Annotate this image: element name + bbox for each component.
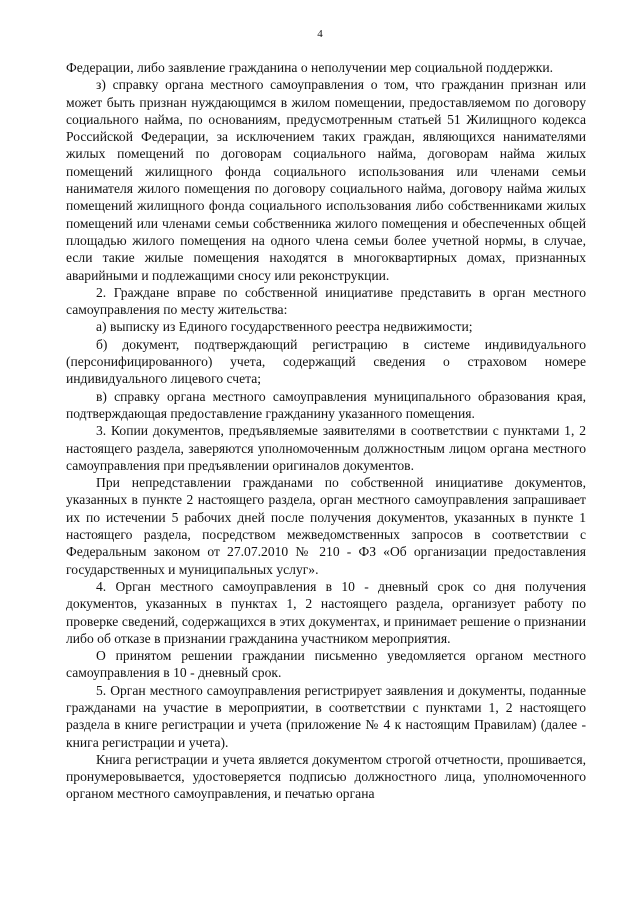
paragraph-item-z: з) справку органа местного самоуправления о том, что гражданин признан или может быть признан нуждающимся в жилом помещении, предоставляемом по договору социального найма, по основаниям, предусмотренным статьей 51 Жилищного кодекса Российской Федерации, за исключением таких граждан, являющихся нанимателями жилых помещений по договорам социального найма, договорам найма жилых помещений жилищного фонда социального использования или членами семьи нанимателя жилого помещения по договору социального найма, договору найма жилых помещений жилищного фонда социального использования либо собственниками жилых помещений или членами семьи собственника жилого помещения и обеспеченных общей площадью жилого помещения на одного члена семьи более учетной нормы, в случае, если такие жилые помещения находятся в многоквартирных домах, признанных аварийными и подлежащими сносу или реконструкции. bbox=[66, 77, 586, 283]
paragraph-notification: О принятом решении граждании письменно уведомляется органом местного самоуправления в 10 - дневный срок. bbox=[66, 648, 586, 681]
document-body bbox=[66, 59, 586, 803]
paragraph-item-v: в) справку органа местного самоуправления муниципального образования края, подтверждающая предоставление гражданину указанного помещения. bbox=[66, 388, 586, 421]
paragraph-nonsubmission: При непредставлении гражданами по собственной инициативе документов, указанных в пункте 2 настоящего раздела, орган местного самоуправления запрашивает их по истечении 5 рабочих дней после получения документов, указанных в пункте 1 настоящего раздела, посредством межведомственных запросов в соответствии с Федеральным законом от 27.07.2010 № 210 - ФЗ «Об организации предоставления государственных и муниципальных услуг». bbox=[66, 475, 586, 577]
paragraph-item-b: б) документ, подтверждающий регистрацию в системе индивидуального (персонифицированного) учета, содержащий сведения о страховом номере индивидуального лицевого счета; bbox=[66, 336, 586, 387]
paragraph-section-4: 4. Орган местного самоуправления в 10 - дневный срок со дня получения документов, указанных в пунктах 1, 2 настоящего раздела, организует работу по проверке сведений, содержащихся в этих документах, и принимает решение о признании либо об отказе в признании гражданина участником мероприятия. bbox=[66, 578, 586, 646]
paragraph-section-5: 5. Орган местного самоуправления регистрирует заявления и документы, поданные гражданами на участие в мероприятии, в соответствии с пунктами 1, 2 настоящего раздела в книге регистрации и учета (приложение № 4 к настоящим Правилам) (далее - книга регистрации и учета). bbox=[66, 682, 586, 750]
paragraph-continuation: Федерации, либо заявление гражданина о неполучении мер социальной поддержки. bbox=[66, 60, 554, 75]
paragraph-section-2: 2. Граждане вправе по собственной инициативе представить в орган местного самоуправления по месту жительства: bbox=[66, 284, 586, 318]
paragraph-item-a: а) выписку из Единого государственного реестра недвижимости; bbox=[96, 319, 473, 335]
page-number: 4 bbox=[317, 28, 323, 40]
paragraph-registry-book: Книга регистрации и учета является документом строгой отчетности, прошивается, пронумеровывается, удостоверяется подписью должностного лица, уполномоченного органом местного самоуправления, и печатью органа bbox=[66, 751, 586, 802]
paragraph-section-3: 3. Копии документов, предъявляемые заявителями в соответствии с пунктами 1, 2 настоящего раздела, заверяются уполномоченным должностным лицом органа местного самоуправления при предъявлении оригиналов документов. bbox=[66, 423, 586, 473]
